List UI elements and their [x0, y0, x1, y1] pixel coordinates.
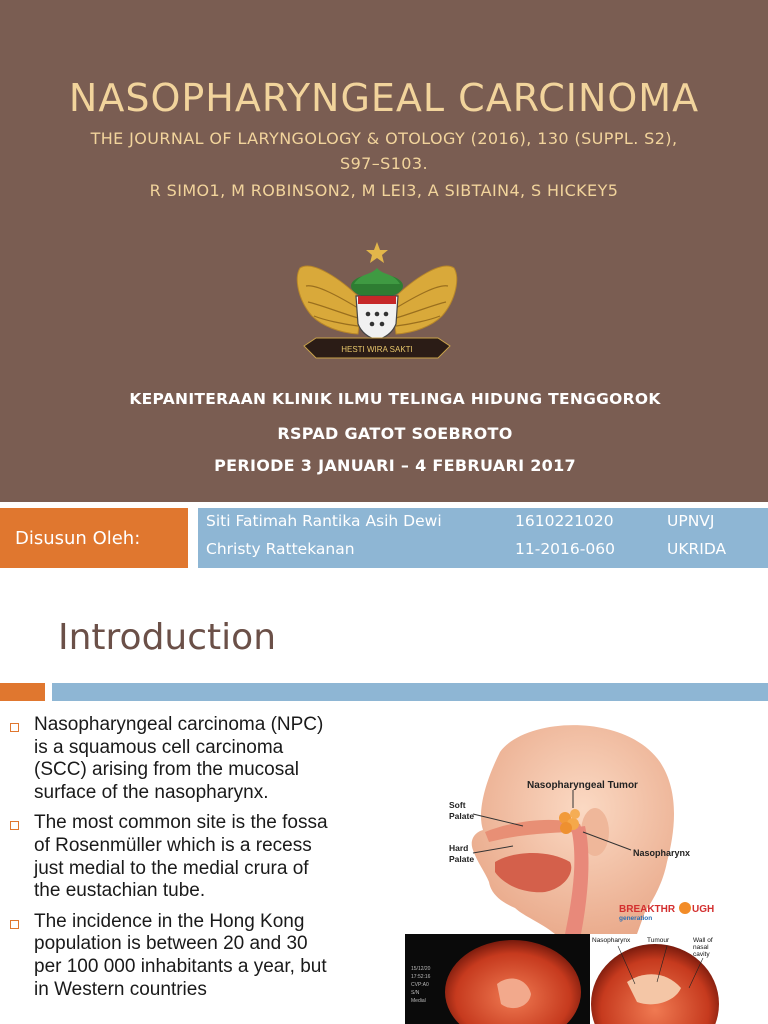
svg-text:UGH: UGH — [692, 904, 715, 915]
heading-divider-accent — [0, 683, 45, 701]
endoscopy-label-wall: cavity — [693, 951, 710, 958]
square-bullet-icon — [10, 821, 19, 830]
author-student-id: 1610221020 — [515, 512, 614, 530]
label-soft-palate: Soft — [449, 800, 466, 810]
clinical-rotation-line: KEPANITERAAN KLINIK ILMU TELINGA HIDUNG TENGGOROK — [129, 390, 661, 408]
svg-text:15/12/20: 15/12/20 — [411, 966, 431, 972]
title-slide — [0, 0, 768, 502]
author-name: Siti Fatimah Rantika Asih Dewi — [206, 512, 442, 530]
label-nasopharynx: Nasopharynx — [633, 848, 691, 858]
label-soft-palate: Palate — [449, 811, 475, 821]
authors-box — [198, 508, 768, 568]
bullet-text: Nasopharyngeal carcinoma (NPC) is a squamous cell carcinoma (SCC) arising from the mucosal surface of the nasopharynx. — [34, 714, 324, 803]
intro-bullet-list — [8, 714, 388, 1009]
label-hard-palate: Hard — [449, 843, 469, 853]
square-bullet-icon — [10, 920, 19, 929]
presentation-title: NASOPHARYNGEAL CARCINOMA — [68, 76, 700, 120]
compiled-by-label-box — [0, 508, 188, 568]
svg-text:S/N: S/N — [411, 990, 420, 996]
svg-text:generation: generation — [619, 915, 653, 922]
author-institution: UKRIDA — [667, 540, 727, 558]
author-institution: UPNVJ — [667, 512, 715, 530]
emblem-motto: HESTI WIRA SAKTI — [341, 345, 413, 354]
label-nasopharyngeal-tumor: Nasopharyngeal Tumor — [527, 780, 638, 791]
author-row — [198, 540, 768, 562]
heading-divider-bar — [52, 683, 768, 701]
paper-authors: R SIMO1, M ROBINSON2, M LEI3, A SIBTAIN4, S HICKEY5 — [149, 181, 619, 200]
svg-text:CVP:A0: CVP:A0 — [411, 982, 429, 988]
intro-heading: Introduction — [58, 617, 277, 658]
rotation-period: PERIODE 3 JANUARI – 4 FEBRUARI 2017 — [214, 456, 576, 475]
journal-citation-line1: THE JOURNAL OF LARYNGOLOGY & OTOLOGY (2016), 130 (SUPPL. S2), — [90, 129, 678, 148]
nasopharynx-anatomy-figure — [405, 712, 735, 1024]
list-item — [8, 812, 388, 902]
svg-text:Medial: Medial — [411, 998, 426, 1004]
endoscopy-label-wall: Wall of — [693, 937, 713, 944]
hospital-name: RSPAD GATOT SOEBROTO — [277, 424, 513, 443]
list-item — [8, 714, 388, 804]
endoscopy-label-nasopharynx: Nasopharynx — [592, 937, 631, 944]
author-student-id: 11-2016-060 — [515, 540, 615, 558]
bullet-text: The incidence in the Hong Kong population is between 20 and 30 per 100 000 inhabitants a year, but in Western countries — [34, 910, 327, 1000]
endoscopy-label-wall: nasal — [693, 944, 709, 951]
winged-emblem-icon — [292, 238, 462, 368]
journal-citation-line2: S97–S103. — [340, 154, 428, 173]
svg-text:17:52:16: 17:52:16 — [411, 974, 431, 980]
list-item — [8, 911, 388, 1001]
author-name: Christy Rattekanan — [206, 540, 355, 558]
svg-text:BREAKTHR: BREAKTHR — [619, 904, 676, 915]
bullet-text: The most common site is the fossa of Rosenmüller which is a recess just medial to the medial crura of the eustachian tube. — [34, 812, 328, 902]
label-hard-palate: Palate — [449, 854, 475, 864]
compiled-by-label: Disusun Oleh: — [15, 528, 141, 549]
square-bullet-icon — [10, 723, 19, 732]
breakthrough-generation-logo — [619, 902, 714, 922]
author-row — [198, 512, 768, 534]
endoscopy-label-tumour: Tumour — [647, 937, 670, 944]
